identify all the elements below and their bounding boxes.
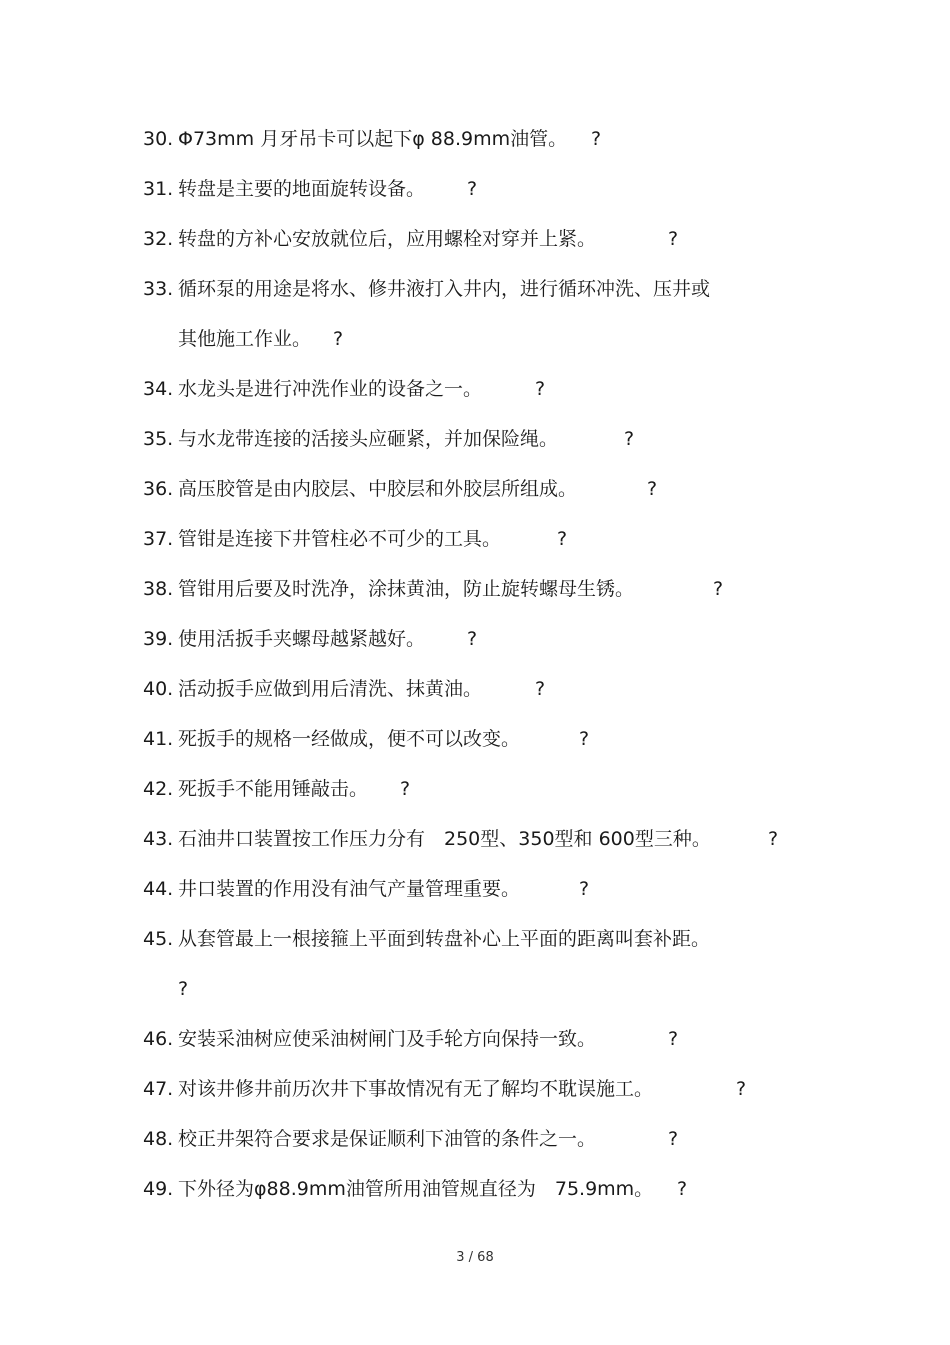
question-number: 44. [143, 878, 174, 900]
answer-mark: ? [579, 728, 590, 750]
answer-mark: ? [178, 978, 189, 1000]
answer-mark: ? [591, 128, 602, 150]
question-number: 31. [143, 178, 174, 200]
question-number: 35. [143, 428, 174, 450]
question-item [0, 264, 950, 314]
question-text: 石油井口装置按工作压力分有 250型、350型和 600型三种。 [178, 828, 711, 850]
question-item [0, 114, 950, 164]
question-number: 43. [143, 828, 174, 850]
question-text: 转盘的方补心安放就位后，应用螺栓对穿并上紧。 [178, 228, 597, 250]
question-item [0, 464, 950, 514]
question-text: 安装采油树应使采油树闸门及手轮方向保持一致。 [178, 1028, 597, 1050]
question-item [0, 764, 950, 814]
answer-mark: ? [768, 828, 779, 850]
page-number: 3 / 68 [456, 1250, 494, 1265]
question-text: 活动扳手应做到用后清洗、抹黄油。 [178, 678, 483, 700]
question-item [0, 714, 950, 764]
answer-mark: ? [400, 778, 411, 800]
question-text: 死扳手的规格一经做成，便不可以改变。 [178, 728, 521, 750]
question-text: 管钳是连接下井管柱必不可少的工具。 [178, 528, 502, 550]
question-item [0, 664, 950, 714]
question-number: 46. [143, 1028, 174, 1050]
question-number: 36. [143, 478, 174, 500]
question-number: 45. [143, 928, 174, 950]
question-number: 49. [143, 1178, 174, 1200]
question-text: Φ73mm 月牙吊卡可以起下φ 88.9mm油管。 [178, 128, 568, 150]
question-number: 32. [143, 228, 174, 250]
answer-mark: ? [677, 1178, 688, 1200]
question-item [0, 564, 950, 614]
answer-mark: ? [579, 878, 590, 900]
question-text: 对该井修井前历次井下事故情况有无了解均不耽误施工。 [178, 1078, 654, 1100]
question-number: 47. [143, 1078, 174, 1100]
question-item [0, 1014, 950, 1064]
question-number: 37. [143, 528, 174, 550]
question-text-continuation: 其他施工作业。 [178, 328, 312, 350]
question-item [0, 1064, 950, 1114]
question-number: 33. [143, 278, 174, 300]
answer-mark: ? [647, 478, 658, 500]
question-text: 循环泵的用途是将水、修井液打入井内，进行循环冲洗、压井或 [178, 278, 711, 300]
question-number: 41. [143, 728, 174, 750]
question-item [0, 814, 950, 864]
question-text: 转盘是主要的地面旋转设备。 [178, 178, 426, 200]
question-item [0, 864, 950, 914]
question-text: 死扳手不能用锤敲击。 [178, 778, 369, 800]
question-text: 高压胶管是由内胶层、中胶层和外胶层所组成。 [178, 478, 578, 500]
question-item [0, 1164, 950, 1214]
answer-mark: ? [668, 1128, 679, 1150]
answer-mark: ? [333, 328, 344, 350]
question-text: 管钳用后要及时洗净，涂抹黄油，防止旋转螺母生锈。 [178, 578, 635, 600]
question-text: 水龙头是进行冲洗作业的设备之一。 [178, 378, 483, 400]
question-list [0, 114, 950, 1214]
answer-mark: ? [467, 628, 478, 650]
answer-mark: ? [467, 178, 478, 200]
question-text: 井口装置的作用没有油气产量管理重要。 [178, 878, 521, 900]
question-item-continuation [0, 964, 950, 1014]
question-number: 38. [143, 578, 174, 600]
question-item [0, 614, 950, 664]
question-text: 从套管最上一根接箍上平面到转盘补心上平面的距离叫套补距。 [178, 928, 711, 950]
question-item [0, 914, 950, 964]
question-item [0, 214, 950, 264]
question-item-continuation [0, 314, 950, 364]
question-number: 34. [143, 378, 174, 400]
question-text: 下外径为φ88.9mm油管所用油管规直径为 75.9mm。 [178, 1178, 654, 1200]
question-number: 39. [143, 628, 174, 650]
question-item [0, 1114, 950, 1164]
answer-mark: ? [624, 428, 635, 450]
answer-mark: ? [668, 1028, 679, 1050]
question-item [0, 164, 950, 214]
question-number: 30. [143, 128, 174, 150]
question-item [0, 414, 950, 464]
question-item [0, 514, 950, 564]
question-number: 48. [143, 1128, 174, 1150]
question-text: 使用活扳手夹螺母越紧越好。 [178, 628, 426, 650]
question-item [0, 364, 950, 414]
answer-mark: ? [668, 228, 679, 250]
answer-mark: ? [535, 378, 546, 400]
question-number: 40. [143, 678, 174, 700]
answer-mark: ? [557, 528, 568, 550]
question-text: 与水龙带连接的活接头应砸紧，并加保险绳。 [178, 428, 559, 450]
answer-mark: ? [736, 1078, 747, 1100]
question-text: 校正井架符合要求是保证顺利下油管的条件之一。 [178, 1128, 597, 1150]
answer-mark: ? [535, 678, 546, 700]
answer-mark: ? [713, 578, 724, 600]
question-number: 42. [143, 778, 174, 800]
